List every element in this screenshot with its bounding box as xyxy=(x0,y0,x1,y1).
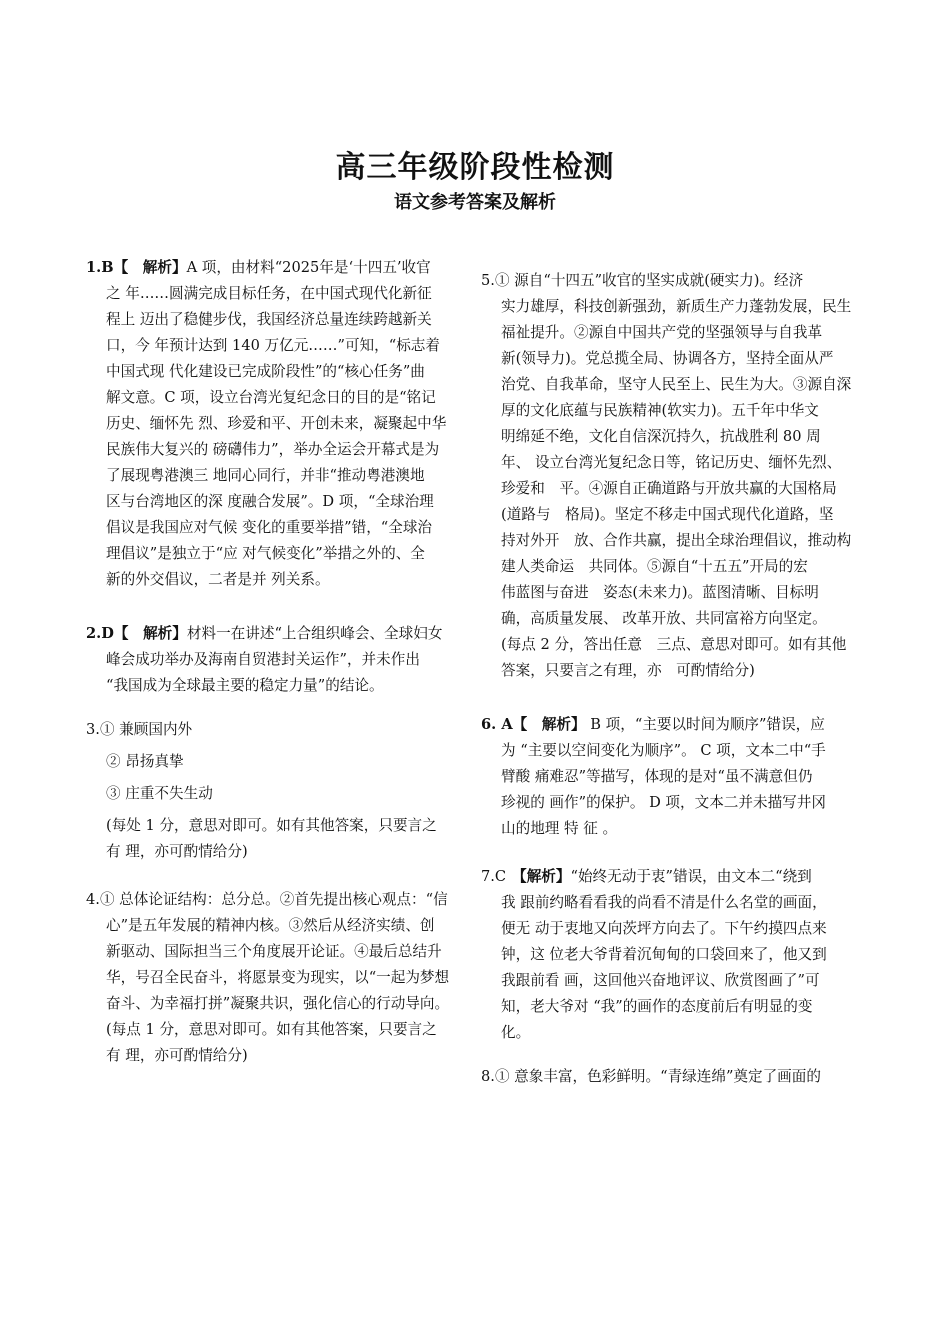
answer-3-point: ③ 庄重不失生动 xyxy=(106,785,213,802)
answer-5-line: ① 源自“十四五”收官的坚实成就(硬实力)。经济 xyxy=(494,272,804,289)
answer-2-number: 2.D xyxy=(86,625,114,642)
answer-1-line: 口，今 年预计达到 140 万亿元……”可知，“标志着 xyxy=(106,337,440,354)
answer-7-line: 钟，这 位老大爷背着沉甸甸的口袋回来了，他又到 xyxy=(501,946,827,963)
answer-1-line: 新的外交倡议，二者是并 列关系。 xyxy=(106,571,330,588)
right-column xyxy=(481,268,867,1108)
answer-3 xyxy=(86,717,462,865)
answer-1-tag: 【 解析】 xyxy=(113,259,187,276)
answer-6-line: 珍视的 画作”的保护。 D 项，文本二并未描写井冈 xyxy=(501,794,826,811)
answer-2-tag: 【 解析】 xyxy=(113,625,187,642)
answer-5 xyxy=(481,268,867,684)
answer-7-line: 我跟前看 画，这回他兴奋地评议、欣赏图画了”可 xyxy=(501,972,820,989)
answer-7-line: 知，老大爷对 “我”的画作的态度前后有明显的变 xyxy=(501,998,813,1015)
answer-6-line: 臂酸 痛难忍”等描写，体现的是对“虽不满意但仍 xyxy=(501,768,813,785)
answer-3-point: ① 兼顾国内外 xyxy=(99,721,193,738)
answer-5-line: (每点 2 分，答出任意 三点、意思对即可。如有其他 xyxy=(501,636,847,653)
answer-1-line: 程上 迈出了稳健步伐，我国经济总量连续跨越新关 xyxy=(106,311,432,328)
answer-1-line: 理倡议”是独立于“应 对气候变化”举措之外的、全 xyxy=(106,545,425,562)
answer-6-line: B 项，“主要以时间为顺序”错误，应 xyxy=(585,716,825,733)
answer-1-line: 解文意。C 项，设立台湾光复纪念日的目的是“铭记 xyxy=(106,389,436,406)
answer-5-line: 建人类命运 共同体。⑤源自“十五五”开局的宏 xyxy=(501,558,808,575)
answer-8-number: 8. xyxy=(481,1068,495,1085)
answer-5-line: 持对外开 放、合作共赢，提出全球治理倡议，推动构 xyxy=(501,532,852,549)
answer-6 xyxy=(481,712,867,842)
answer-5-line: 新(领导力)。党总揽全局、协调各方，坚持全面从严 xyxy=(501,350,834,367)
answer-5-line: 明绵延不绝，文化自信深沉持久，抗战胜利 80 周 xyxy=(501,428,821,445)
answer-5-line: 伟蓝图与奋进 姿态(未来力)。蓝图清晰、目标明 xyxy=(501,584,819,601)
answer-5-line: 珍爱和 平。④源自正确道路与开放共赢的大国格局 xyxy=(501,480,837,497)
answer-4-line: 有 理，亦可酌情给分) xyxy=(106,1047,248,1064)
answer-2-line: 材料一在讲述“上合组织峰会、全球妇女 xyxy=(186,625,443,642)
answer-1-number: 1.B xyxy=(86,259,114,276)
answer-4 xyxy=(86,887,462,1069)
answer-5-line: 确，高质量发展、 改革开放、共同富裕方向坚定。 xyxy=(501,610,827,627)
answer-5-line: 治党、自我革命，坚守人民至上、民生为大。③源自深 xyxy=(501,376,852,393)
answer-4-line: (每点 1 分，意思对即可。如有其他答案，只要言之 xyxy=(106,1021,437,1038)
answer-7-line: 我 跟前约略看看我的尚看不清是什么名堂的画面， xyxy=(501,894,827,911)
answer-2 xyxy=(86,621,462,699)
answer-1-line: 区与台湾地区的深 度融合发展”。D 项，“全球治理 xyxy=(106,493,434,510)
answer-7-line: “始终无动于衷”错误，由文本二“绕到 xyxy=(570,868,812,885)
answer-3-point: ② 昂扬真挚 xyxy=(106,753,184,770)
answer-7 xyxy=(481,864,867,1046)
answer-4-line: ① 总体论证结构：总分总。②首先提出核心观点：“信 xyxy=(99,891,448,908)
answer-7-line: 便无 动于衷地又向茨坪方向去了。下午约摸四点来 xyxy=(501,920,827,937)
answer-4-line: 华，号召全民奋斗，将愿景变为现实，以“一起为梦想 xyxy=(106,969,450,986)
answer-6-line: 为 “主要以空间变化为顺序”。 C 项，文本二中“手 xyxy=(501,742,826,759)
answer-4-line: 新驱动、国际担当三个角度展开论证。④最后总结升 xyxy=(106,943,442,960)
answer-1-line: 民族伟大复兴的 磅礴伟力”，举办全运会开幕式是为 xyxy=(106,441,440,458)
answer-3-number: 3. xyxy=(86,721,100,738)
answer-3-note: 有 理，亦可酌情给分) xyxy=(106,843,248,860)
answer-4-number: 4. xyxy=(86,891,100,908)
answer-5-line: 年、 设立台湾光复纪念日等，铭记历史、缅怀先烈、 xyxy=(501,454,842,471)
answer-5-line: 厚的文化底蕴与民族精神(软实力)。五千年中华文 xyxy=(501,402,819,419)
answer-3-note: (每处 1 分，意思对即可。如有其他答案，只要言之 xyxy=(106,817,437,834)
answer-5-line: (道路与 格局)。坚定不移走中国式现代化道路，坚 xyxy=(501,506,834,523)
answer-4-line: 心”是五年发展的精神内核。③然后从经济实绩、创 xyxy=(106,917,435,934)
answer-7-line: 化。 xyxy=(501,1024,531,1041)
answer-1-line: 历史、缅怀先 烈、珍爱和平、开创未来，凝聚起中华 xyxy=(106,415,447,432)
answer-5-line: 实力雄厚，科技创新强劲，新质生产力蓬勃发展，民生 xyxy=(501,298,852,315)
answer-1-line: 中国式现 代化建设已完成阶段性”的“核心任务”曲 xyxy=(106,363,425,380)
answer-2-line: “我国成为全球最主要的稳定力量”的结论。 xyxy=(106,677,384,694)
answer-1-line: A 项，由材料“2025年是‘十四五’收官 xyxy=(186,259,431,276)
answer-1 xyxy=(86,255,462,593)
answer-8 xyxy=(481,1064,867,1090)
answer-5-number: 5. xyxy=(481,272,495,289)
left-column xyxy=(86,255,462,1087)
answer-1-line: 之 年……圆满完成目标任务，在中国式现代化新征 xyxy=(106,285,432,302)
answer-6-line: 山的地理 特 征 。 xyxy=(501,820,618,837)
answer-1-line: 倡议是我国应对气候 变化的重要举措”错，“全球治 xyxy=(106,519,433,536)
answer-2-line: 峰会成功举办及海南自贸港封关运作”，并未作出 xyxy=(106,651,420,668)
answer-4-line: 奋斗、为幸福打拼”凝聚共识，强化信心的行动导向。 xyxy=(106,995,450,1012)
answer-6-number: 6. A xyxy=(481,716,513,733)
answer-5-line: 福祉提升。②源自中国共产党的坚强领导与自我革 xyxy=(501,324,823,341)
answer-7-number: 7.C xyxy=(481,868,507,885)
answer-5-line: 答案，只要言之有理，亦 可酌情给分) xyxy=(501,662,755,679)
page-subtitle: 语文参考答案及解析 xyxy=(394,192,556,213)
answer-6-tag: 【 解析】 xyxy=(512,716,586,733)
answer-1-line: 了展现粤港澳三 地同心同行，并非“推动粤港澳地 xyxy=(106,467,425,484)
answer-8-line: ① 意象丰富，色彩鲜明。“青绿连绵”奠定了画面的 xyxy=(494,1068,821,1085)
page-title: 高三年级阶段性检测 xyxy=(335,150,615,185)
answer-7-tag: 【解析】 xyxy=(512,868,571,885)
